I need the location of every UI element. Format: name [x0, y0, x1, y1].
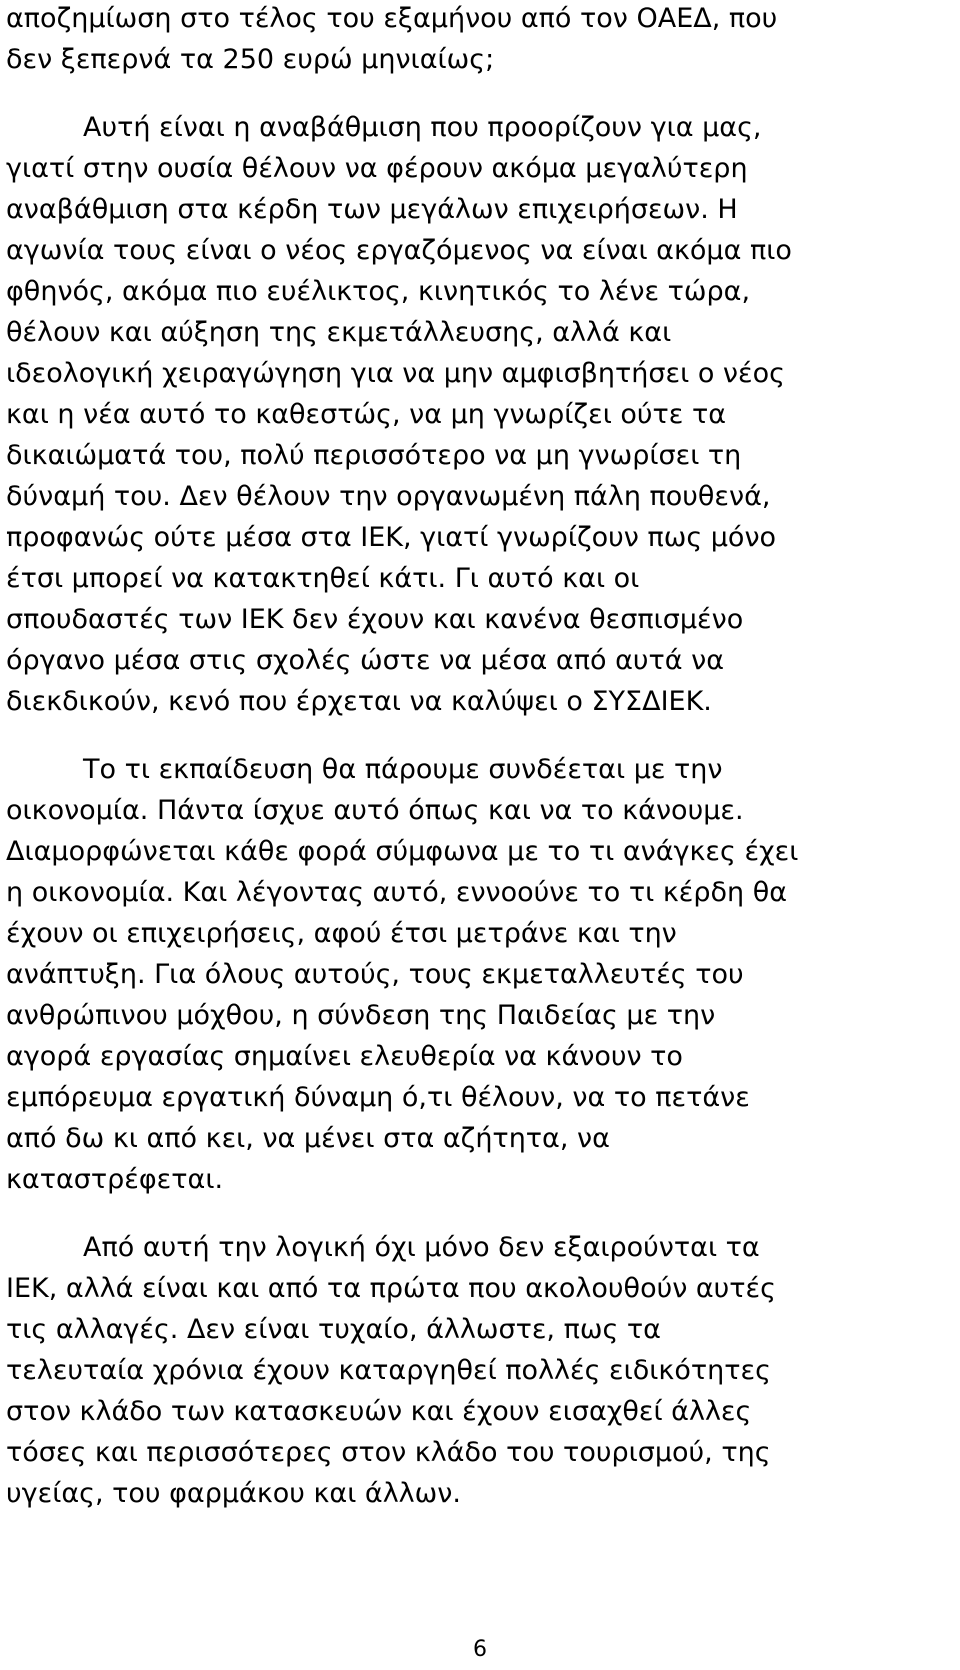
text-line: αποζημίωση στο τέλος του εξαμήνου από τον ΟΑΕΔ, που — [6, 3, 778, 34]
text-line: έχουν οι επιχειρήσεις, αφού έτσι μετράνε και την — [6, 918, 677, 949]
text-line: ιδεολογική χειραγώγηση για να μην αμφισβητήσει ο νέος — [6, 358, 785, 389]
text-line: ΙΕΚ, αλλά είναι και από τα πρώτα που ακολουθούν αυτές — [6, 1273, 776, 1304]
text-line: αγορά εργασίας σημαίνει ελευθερία να κάνουν το — [6, 1041, 683, 1072]
text-line: δεν ξεπερνά τα 250 ευρώ μηνιαίως; — [6, 44, 495, 75]
text-line: προφανώς ούτε μέσα στα ΙΕΚ, γιατί γνωρίζουν πως μόνο — [6, 522, 777, 553]
text-line: τόσες και περισσότερες στον κλάδο του τουρισμού, της — [6, 1437, 771, 1468]
text-line: δύναμή του. Δεν θέλουν την οργανωμένη πάλη πουθενά, — [6, 481, 771, 512]
text-line: ανθρώπινου μόχθου, η σύνδεση της Παιδείας με την — [6, 1000, 716, 1031]
text-line: αγωνία τους είναι ο νέος εργαζόμενος να είναι ακόμα πιο — [6, 235, 792, 266]
paragraph-start-line: Το τι εκπαίδευση θα πάρουμε συνδέεται με την — [83, 754, 723, 785]
text-line: θέλουν και αύξηση της εκμετάλλευσης, αλλά και — [6, 317, 672, 348]
text-line: τελευταία χρόνια έχουν καταργηθεί πολλές ειδικότητες — [6, 1355, 771, 1386]
text-line: ανάπτυξη. Για όλους αυτούς, τους εκμεταλλευτές του — [6, 959, 744, 990]
paragraph-start-line: Αυτή είναι η αναβάθμιση που προορίζουν για μας, — [83, 112, 762, 143]
text-line: Διαμορφώνεται κάθε φορά σύμφωνα με το τι ανάγκες έχει — [6, 836, 799, 867]
text-line: τις αλλαγές. Δεν είναι τυχαίο, άλλωστε, πως τα — [6, 1314, 661, 1345]
text-line: φθηνός, ακόμα πιο ευέλικτος, κινητικός το λένε τώρα, — [6, 276, 751, 307]
text-line: η οικονομία. Και λέγοντας αυτό, εννοούνε το τι κέρδη θα — [6, 877, 788, 908]
text-line: καταστρέφεται. — [6, 1164, 224, 1195]
text-line: εμπόρευμα εργατική δύναμη ό,τι θέλουν, να το πετάνε — [6, 1082, 750, 1113]
text-line: σπουδαστές των ΙΕΚ δεν έχουν και κανένα θεσπισμένο — [6, 604, 744, 635]
paragraph-start-line: Από αυτή την λογική όχι μόνο δεν εξαιρούνται τα — [83, 1232, 760, 1263]
text-line: στον κλάδο των κατασκευών και έχουν εισαχθεί άλλες — [6, 1396, 752, 1427]
text-line: υγείας, του φαρμάκου και άλλων. — [6, 1478, 461, 1509]
text-line: οικονομία. Πάντα ίσχυε αυτό όπως και να το κάνουμε. — [6, 795, 744, 826]
text-line: και η νέα αυτό το καθεστώς, να μη γνωρίζει ούτε τα — [6, 399, 727, 430]
text-line: διεκδικούν, κενό που έρχεται να καλύψει ο ΣΥΣΔΙΕΚ. — [6, 686, 712, 717]
text-line: από δω κι από κει, να μένει στα αζήτητα, να — [6, 1123, 610, 1154]
text-line: όργανο μέσα στις σχολές ώστε να μέσα από αυτά να — [6, 645, 725, 676]
page-number: 6 — [473, 1637, 487, 1662]
text-line: γιατί στην ουσία θέλουν να φέρουν ακόμα μεγαλύτερη — [6, 153, 748, 184]
text-line: δικαιώματά του, πολύ περισσότερο να μη γνωρίσει τη — [6, 440, 742, 471]
text-line: έτσι μπορεί να κατακτηθεί κάτι. Γι αυτό και οι — [6, 563, 640, 594]
text-line: αναβάθμιση στα κέρδη των μεγάλων επιχειρήσεων. Η — [6, 194, 738, 225]
